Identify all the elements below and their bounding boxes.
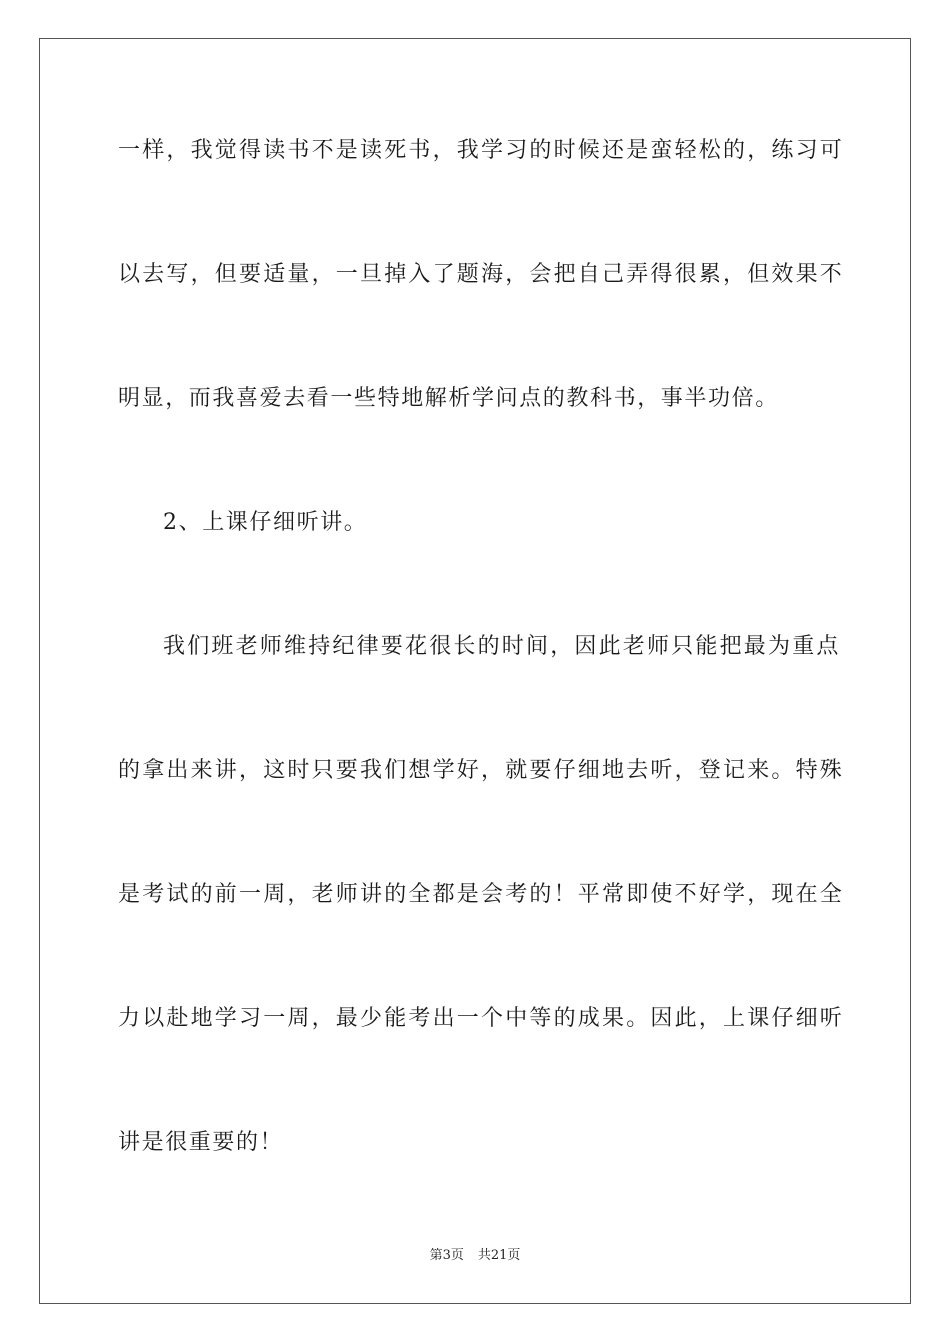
page-number: 第3页 <box>429 1248 464 1263</box>
body-text-line: 是考试的前一周，老师讲的全都是会考的！平常即使不好学，现在全 <box>118 882 845 907</box>
body-text-line: 一样，我觉得读书不是读死书，我学习的时候还是蛮轻松的，练习可 <box>118 138 845 163</box>
page-border <box>39 38 911 1304</box>
body-text-line: 的拿出来讲，这时只要我们想学好，就要仔细地去听，登记来。特殊 <box>118 758 845 783</box>
body-text-line: 讲是很重要的！ <box>118 1130 284 1155</box>
body-text-line: 我们班老师维持纪律要花很长的时间，因此老师只能把最为重点 <box>163 634 841 659</box>
body-text-line: 力以赴地学习一周，最少能考出一个中等的成果。因此，上课仔细听 <box>118 1006 845 1031</box>
body-text-line: 以去写，但要适量，一旦掉入了题海，会把自己弄得很累，但效果不 <box>118 262 845 287</box>
body-text-line: 明显，而我喜爱去看一些特地解析学问点的教科书，事半功倍。 <box>118 386 779 411</box>
page-footer <box>0 1247 950 1265</box>
page-total: 共21页 <box>477 1248 521 1263</box>
section-heading: 2、上课仔细听讲。 <box>163 510 368 535</box>
